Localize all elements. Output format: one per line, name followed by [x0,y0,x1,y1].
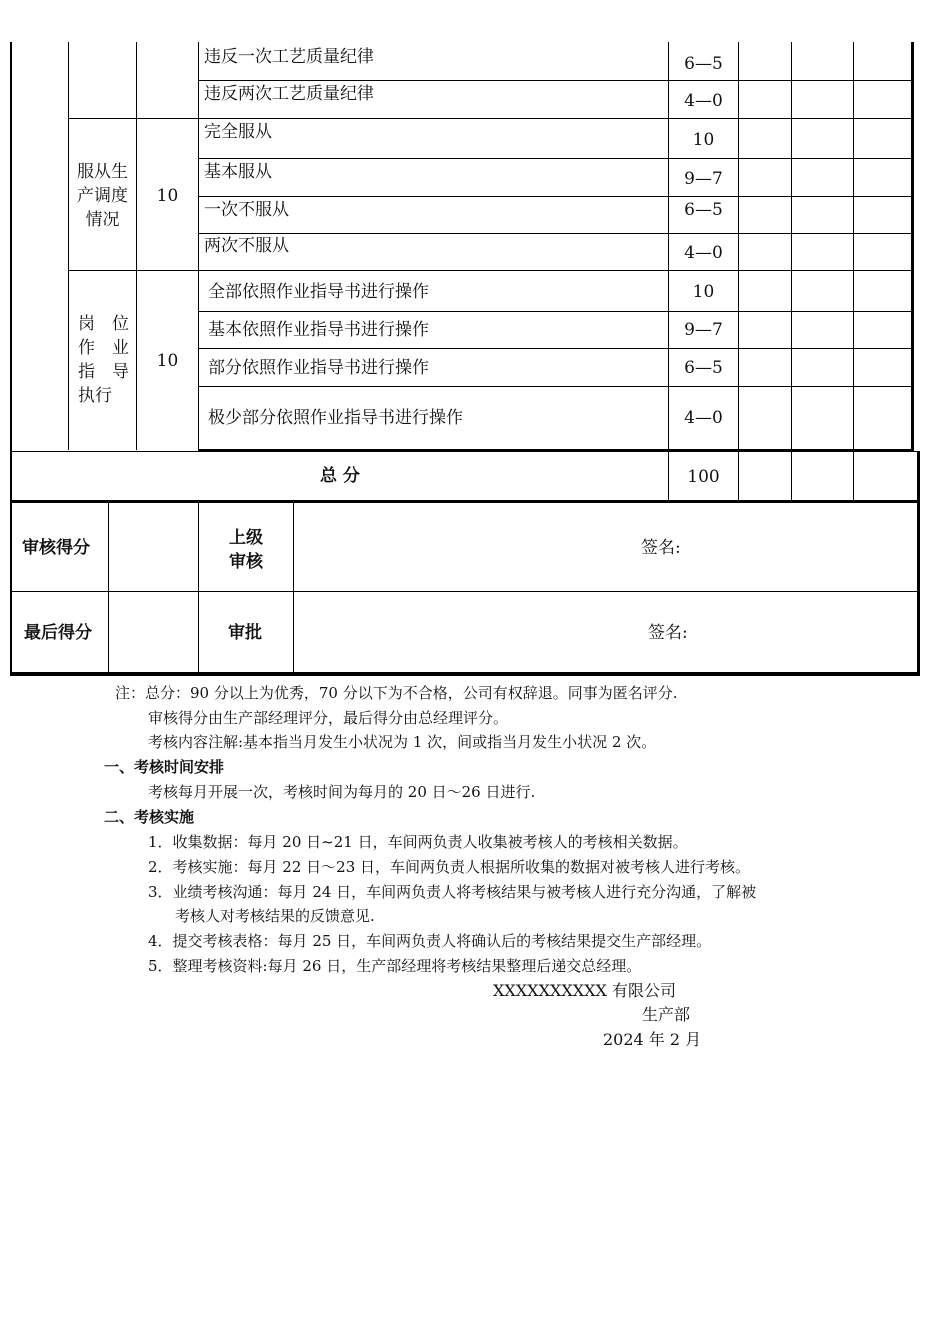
guide-group-title [78,312,129,408]
criteria-score: 6—5 [684,200,723,220]
signature-field[interactable]: 签名: [641,538,681,558]
criteria-desc: 违反两次工艺质量纪律 [204,84,374,104]
criteria-desc: 部分依照作业指导书进行操作 [208,358,429,378]
dispatch-group-title [69,160,136,232]
criteria-score: 10 [692,130,715,150]
group-title-line: 岗 位 [78,314,129,334]
final-score-label: 最后得分 [24,623,92,643]
criteria-desc: 全部依照作业指导书进行操作 [208,282,429,302]
list-item: 3．业绩考核沟通：每月 24 日，车间两负责人将考核结果与被考核人进行充分沟通，了解被 [148,883,757,901]
section-heading: 二、考核实施 [104,808,195,826]
superior-review-line: 上级 [229,528,263,548]
superior-review-label [199,526,293,574]
group-title-line: 服从生 [77,162,128,182]
criteria-score: 6—5 [684,358,723,378]
criteria-score: 4—0 [684,243,723,263]
signature-field[interactable]: 签名: [648,623,688,643]
section-text: 考核每月开展一次，考核时间为每月的 20 日～26 日进行. [148,783,536,801]
criteria-score: 4—0 [684,408,723,428]
criteria-score: 9—7 [684,169,723,189]
dispatch-points: 10 [156,186,179,206]
document-date: 2024 年 2 月 [603,1030,702,1049]
review-score-label: 审核得分 [22,538,90,558]
criteria-desc: 完全服从 [204,122,272,142]
criteria-score: 10 [692,282,715,302]
department-name: 生产部 [642,1005,691,1024]
group-title-line: 产调度 [77,186,128,206]
criteria-desc: 极少部分依照作业指导书进行操作 [208,408,463,428]
criteria-desc: 基本服从 [204,162,272,182]
approve-label: 审批 [228,623,262,643]
criteria-score: 6—5 [684,54,723,74]
note-line: 注：总分：90 分以上为优秀，70 分以下为不合格，公司有权辞退。同事为匿名评分. [115,684,678,702]
total-label: 总 分 [320,466,360,486]
criteria-desc: 两次不服从 [204,236,289,256]
guide-points: 10 [156,351,179,371]
list-item: 5．整理考核资料:每月 26 日，生产部经理将考核结果整理后递交总经理。 [148,957,642,975]
group-title-line: 执行 [78,386,112,406]
criteria-desc: 一次不服从 [204,200,289,220]
group-title-line: 指 导 [78,362,129,382]
section-heading: 一、考核时间安排 [104,758,225,776]
company-name: XXXXXXXXXX 有限公司 [493,981,676,1000]
total-value: 100 [687,467,720,487]
list-item: 2．考核实施：每月 22 日～23 日，车间两负责人根据所收集的数据对被考核人进行考核。 [148,858,751,876]
list-item: 考核人对考核结果的反馈意见. [175,907,375,925]
criteria-score: 4—0 [684,91,723,111]
group-title-line: 情况 [85,210,120,230]
criteria-score: 9—7 [684,320,723,340]
note-line: 审核得分由生产部经理评分，最后得分由总经理评分。 [148,709,509,727]
superior-review-line: 审核 [229,552,263,572]
note-line: 考核内容注解:基本指当月发生小状况为 1 次，间或指当月发生小状况 2 次。 [148,733,657,751]
list-item: 1．收集数据：每月 20 日~21 日，车间两负责人收集被考核人的考核相关数据。 [148,833,688,851]
list-item: 4．提交考核表格：每月 25 日，车间两负责人将确认后的考核结果提交生产部经理。 [148,932,712,950]
group-title-line: 作 业 [78,338,129,358]
criteria-desc: 基本依照作业指导书进行操作 [208,320,429,340]
criteria-desc: 违反一次工艺质量纪律 [204,47,374,67]
